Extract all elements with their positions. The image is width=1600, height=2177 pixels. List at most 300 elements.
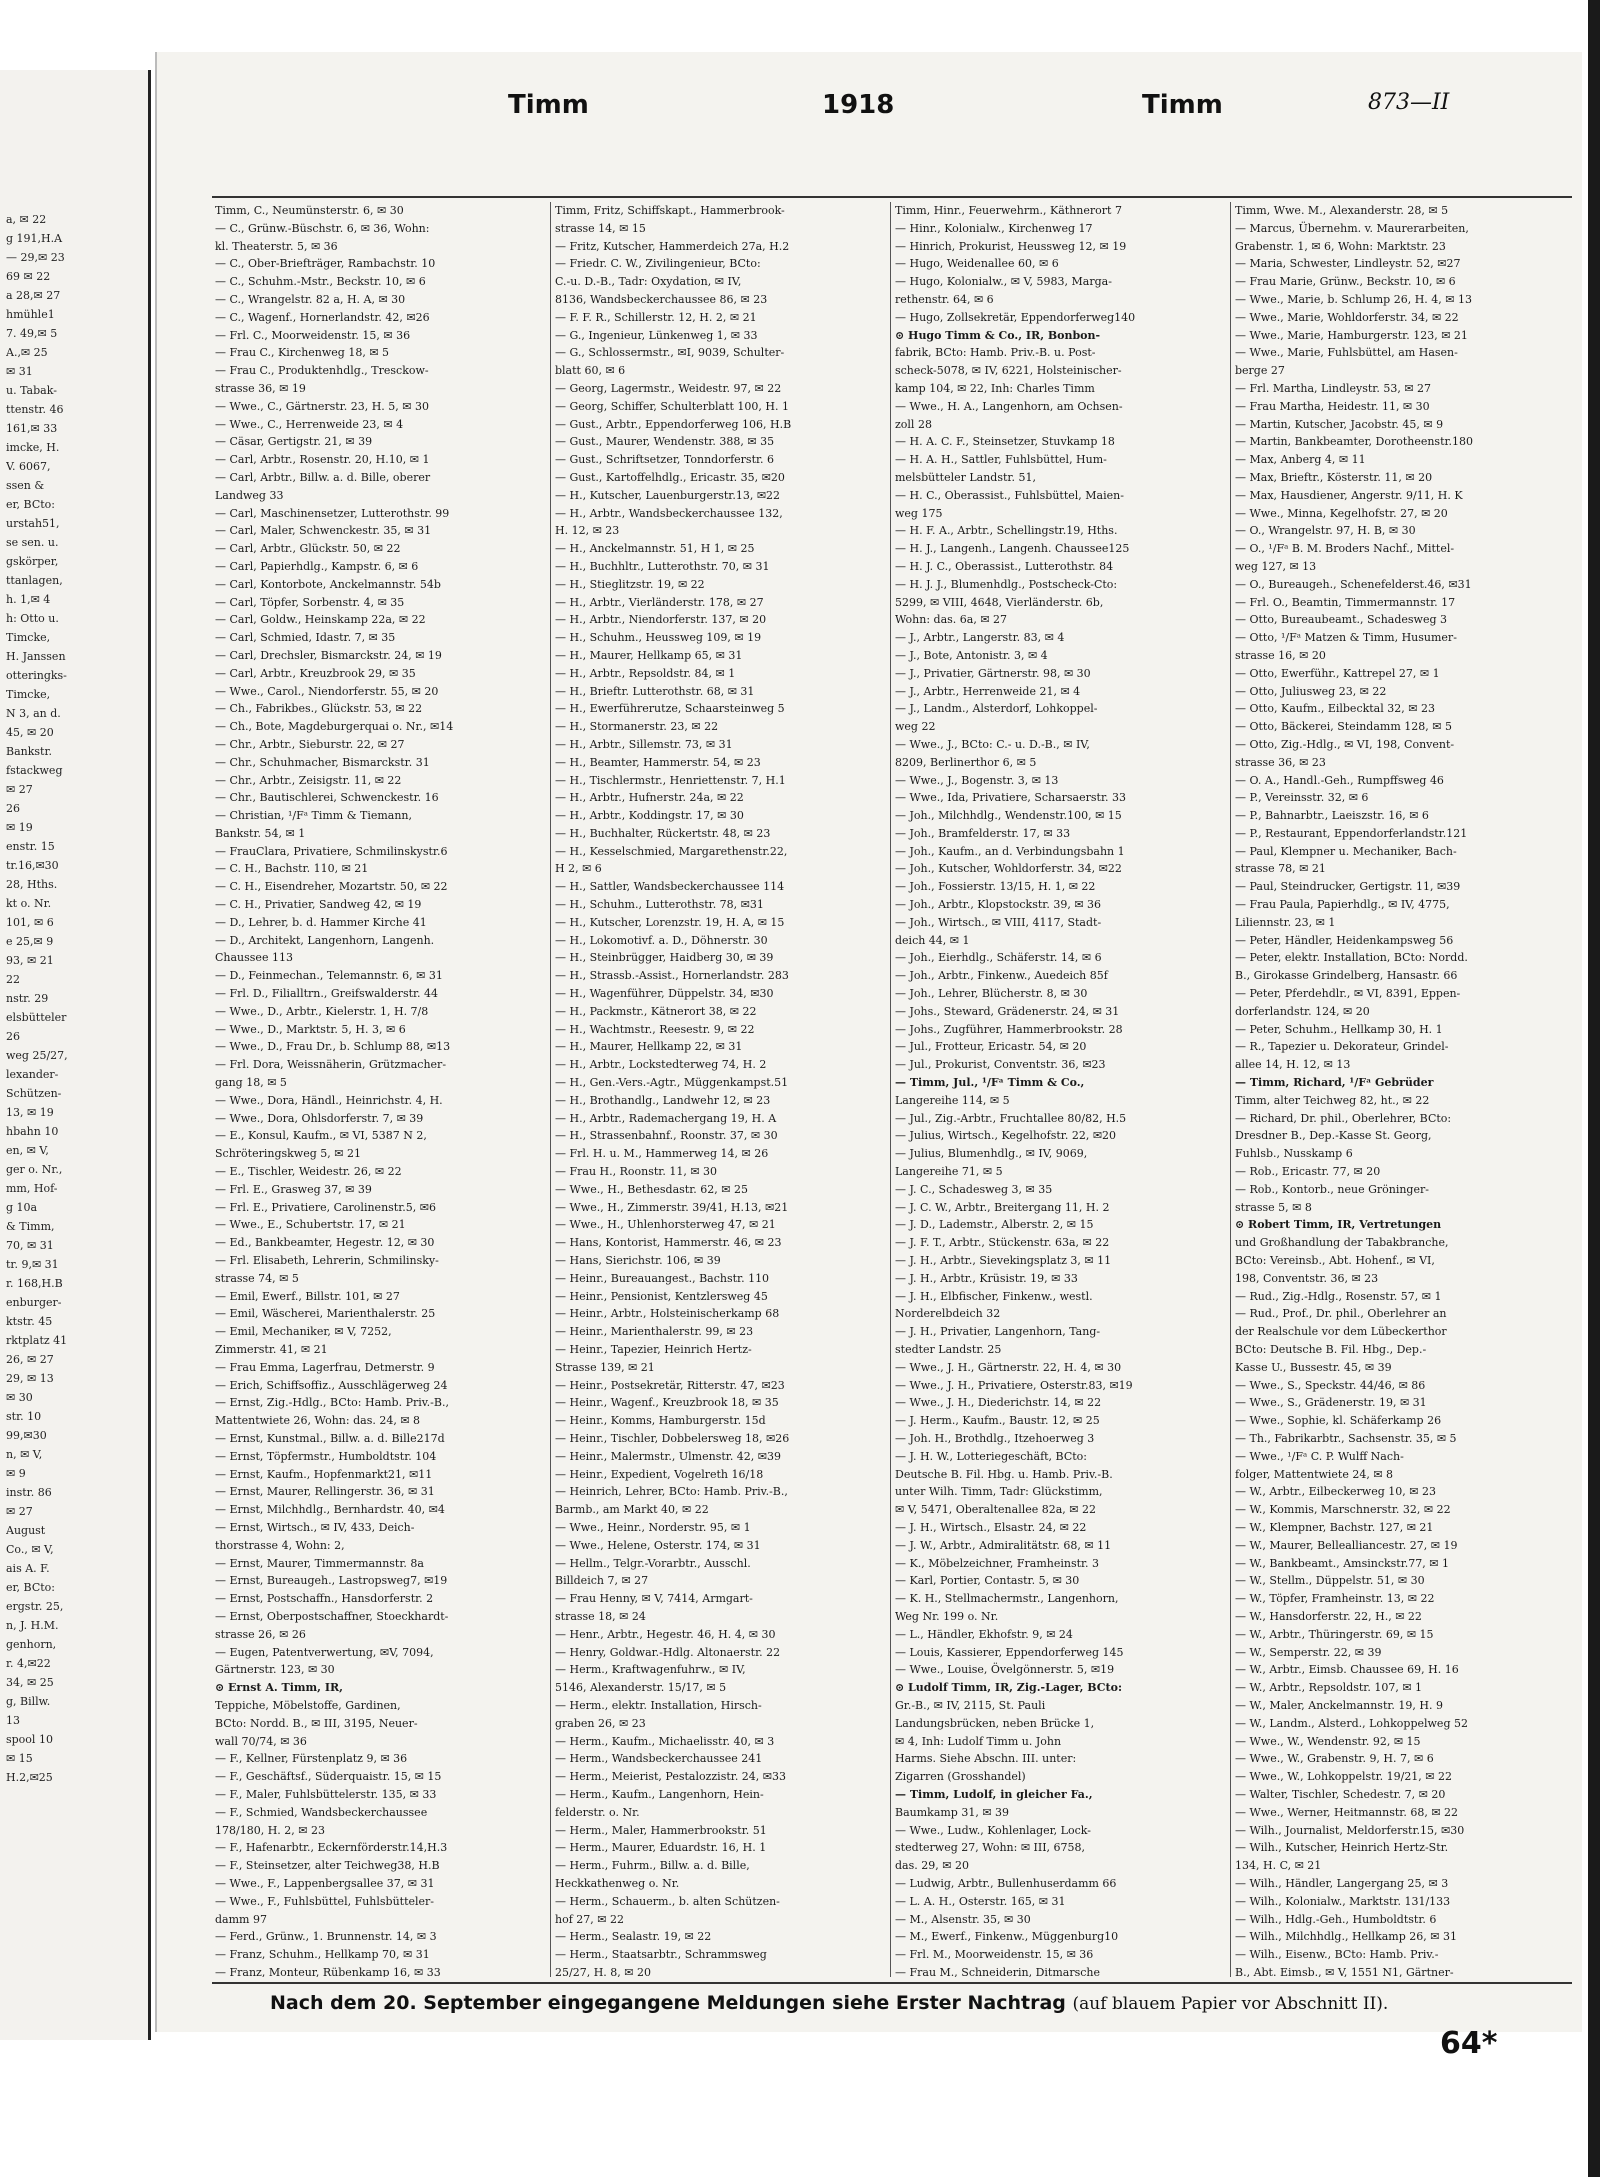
directory-entry-line: Langereihe 114, ✉ 5 [895,1093,1010,1107]
directory-entry-line: — Heinr., Wagenf., Kreuzbrook 18, ✉ 35 [555,1396,779,1410]
previous-page-line: a 28,✉ 27 [6,289,61,302]
directory-entry-line: — Otto, Bureaubeamt., Schadesweg 3 [1235,613,1447,627]
directory-entry-line: — Carl, Arbtr., Glückstr. 50, ✉ 22 [215,542,401,556]
directory-entry-line: — Hugo, Weidenallee 60, ✉ 6 [895,257,1059,271]
previous-page-line: Timcke, [6,631,51,644]
directory-entry-line: — Jul., Prokurist, Conventstr. 36, ✉23 [895,1058,1106,1072]
directory-entry-line: strasse 36, ✉ 23 [1235,755,1326,769]
directory-entry-line: — Fritz, Kutscher, Hammerdeich 27a, H.2 [555,239,790,253]
directory-entry-line: — Wwe., Dora, Ohlsdorferstr. 7, ✉ 39 [215,1111,424,1125]
directory-entry-line: — J., Arbtr., Langerstr. 83, ✉ 4 [895,631,1065,645]
header-rule [212,196,1572,198]
directory-entry-line: — Wilh., Händler, Langergang 25, ✉ 3 [1235,1876,1449,1890]
directory-entry-line: — Joh. H., Brothdlg., Itzehoerweg 3 [895,1431,1095,1445]
directory-entry-line: 8209, Berlinerthor 6, ✉ 5 [895,755,1037,769]
directory-entry-line: — J. W., Arbtr., Admiralitätstr. 68, ✉ 11 [895,1538,1112,1552]
directory-entry-line: — Ernst, Oberpostschaffner, Stoeckhardt- [215,1609,449,1623]
directory-entry-line: — H., Arbtr., Wandsbeckerchaussee 132, [555,506,783,520]
previous-page-line: 99,✉30 [6,1429,47,1442]
directory-entry-line: deich 44, ✉ 1 [895,933,970,947]
directory-entry-line: — Jul., Frotteur, Ericastr. 54, ✉ 20 [895,1040,1087,1054]
directory-entry-line: Langereihe 71, ✉ 5 [895,1165,1003,1179]
directory-entry-line: — J., Bote, Antonistr. 3, ✉ 4 [895,648,1048,662]
directory-entry-line: — Heinr., Postsekretär, Ritterstr. 47, ✉23 [555,1378,785,1392]
directory-entry-line: strasse 26, ✉ 26 [215,1627,306,1641]
directory-entry-line: — W., Maler, Anckelmannstr. 19, H. 9 [1235,1698,1443,1712]
directory-entry-line: 5146, Alexanderstr. 15/17, ✉ 5 [555,1681,727,1695]
directory-entry-line: — Wwe., W., Wendenstr. 92, ✉ 15 [1235,1734,1421,1748]
directory-entry-line: — Herm., elektr. Installation, Hirsch- [555,1698,762,1712]
entry-column-3 [895,202,1227,1977]
directory-entry-line: — Rob., Ericastr. 77, ✉ 20 [1235,1165,1381,1179]
directory-entry-line: — Wwe., H., Bethesdastr. 62, ✉ 25 [555,1182,748,1196]
directory-entry-line: — H., Buchhltr., Lutterothstr. 70, ✉ 31 [555,559,770,573]
directory-entry-line: — M., Ewerf., Finkenw., Müggenburg10 [895,1930,1119,1944]
previous-page-line: ais A. F. [6,1562,50,1575]
directory-entry-line: — Hugo, Zollsekretär, Eppendorferweg140 [895,310,1136,324]
directory-entry-line: gang 18, ✉ 5 [215,1076,287,1090]
directory-entry-line: strasse 78, ✉ 21 [1235,862,1326,876]
directory-entry-line: — Wwe., Marie, Wohldorferstr. 34, ✉ 22 [1235,310,1459,324]
directory-entry-line: — Herm., Sealastr. 19, ✉ 22 [555,1930,712,1944]
previous-page-line: tr.16,✉30 [6,859,59,872]
directory-entry-line: — P., Restaurant, Eppendorferlandstr.121 [1235,826,1468,840]
directory-entry-line: strasse 5, ✉ 8 [1235,1200,1312,1214]
directory-entry-line: — H. A. C. F., Steinsetzer, Stuvkamp 18 [895,435,1115,449]
directory-entry-line: — H., Schuhm., Heussweg 109, ✉ 19 [555,631,762,645]
directory-entry-line: dorferlandstr. 124, ✉ 20 [1235,1004,1370,1018]
directory-entry-line: — Frau C., Produktenhdlg., Tresckow- [215,364,429,378]
directory-entry-line: — Heinr., Malermstr., Ulmenstr. 42, ✉39 [555,1449,782,1463]
directory-entry-line: — Hinrich, Prokurist, Heussweg 12, ✉ 19 [895,239,1127,253]
directory-entry-line: — Franz, Monteur, Rübenkamp 16, ✉ 33 [215,1965,441,1977]
directory-entry-line: — H., Brothandlg., Landwehr 12, ✉ 23 [555,1093,771,1107]
directory-entry-line: — J. F. T., Arbtr., Stückenstr. 63a, ✉ 22 [895,1236,1110,1250]
previous-page-line: r. 168,H.B [6,1277,63,1290]
previous-page-line: lexander- [6,1068,59,1081]
directory-entry-line: — Otto, Juliusweg 23, ✉ 22 [1235,684,1387,698]
previous-page-line: r. 4,✉22 [6,1657,51,1670]
previous-page-line: August [6,1524,46,1537]
directory-entry-line: — W., Arbtr., Thüringerstr. 69, ✉ 15 [1235,1627,1434,1641]
previous-page-line: ✉ 30 [6,1391,33,1404]
directory-entry-line: — Frl. C., Moorweidenstr. 15, ✉ 36 [215,328,411,342]
directory-entry-line: — O., Bureaugeh., Schenefelderst.46, ✉31 [1235,577,1472,591]
directory-entry-line: — Wwe., D., Marktstr. 5, H. 3, ✉ 6 [215,1022,406,1036]
directory-entry-line: der Realschule vor dem Lübeckerthor [1235,1325,1447,1339]
directory-entry-line: — H., Stieglitzstr. 19, ✉ 22 [555,577,705,591]
directory-entry-line: — Louis, Kassierer, Eppendorferweg 145 [895,1645,1124,1659]
directory-entry-line: BCto: Vereinsb., Abt. Hohenf., ✉ VI, [1235,1254,1435,1268]
directory-entry-line: — Wilh., Kutscher, Heinrich Hertz-Str. [1235,1841,1449,1855]
directory-entry-line: — Frl. Dora, Weissnäherin, Grützmacher- [215,1058,447,1072]
directory-entry-line: — Wwe., W., Lohkoppelstr. 19/21, ✉ 22 [1235,1770,1453,1784]
directory-entry-line: — W., Kommis, Marschnerstr. 32, ✉ 22 [1235,1503,1451,1517]
directory-entry-line: — Wwe., C., Herrenweide 23, ✉ 4 [215,417,404,431]
previous-page-line: en, ✉ V, [6,1144,49,1157]
directory-entry-line: — H., Arbtr., Vierländerstr. 178, ✉ 27 [555,595,764,609]
directory-entry-line: — F., Geschäftsf., Süderquaistr. 15, ✉ 15 [215,1770,442,1784]
previous-page-line: ger o. Nr., [6,1163,63,1176]
directory-entry-line: felderstr. o. Nr. [555,1805,640,1819]
directory-entry-line: Zimmerstr. 41, ✉ 21 [215,1343,328,1356]
header-year: 1918 [822,90,895,120]
directory-entry-line: — Wwe., Marie, Fuhlsbüttel, am Hasen- [1235,346,1458,360]
previous-page-line: 13, ✉ 19 [6,1106,54,1119]
directory-entry-line: — Wwe., J., Bogenstr. 3, ✉ 13 [895,773,1059,787]
directory-entry-line: — Heinrich, Lehrer, BCto: Hamb. Priv.-B., [555,1485,788,1499]
directory-entry-line: — Wwe., D., Frau Dr., b. Schlump 88, ✉13 [215,1040,451,1054]
directory-entry-line: — Timm, Ludolf, in gleicher Fa., [895,1787,1093,1801]
directory-entry-line: — Heinr., Komms, Hamburgerstr. 15d [555,1414,766,1428]
previous-page-line: enburger- [6,1296,62,1309]
directory-entry-line: — H. J. C., Oberassist., Lutterothstr. 84 [895,559,1114,573]
directory-entry-line: — C. H., Eisendreher, Mozartstr. 50, ✉ 22 [215,880,448,894]
directory-entry-line: Gärtnerstr. 123, ✉ 30 [215,1663,335,1677]
directory-entry-line: — F., Schmied, Wandsbeckerchaussee [215,1805,428,1819]
directory-entry-line: — Frau H., Roonstr. 11, ✉ 30 [555,1165,718,1179]
previous-page-line: urstah51, [6,517,60,530]
directory-entry-line: unter Wilh. Timm, Tadr: Glückstimm, [895,1485,1103,1499]
directory-entry-line: — H., Anckelmannstr. 51, H 1, ✉ 25 [555,542,755,556]
directory-entry-line: — Frau Martha, Heidestr. 11, ✉ 30 [1235,399,1430,413]
directory-entry-line: — M., Alsenstr. 35, ✉ 30 [895,1912,1031,1926]
directory-entry-line: — Otto, ¹/Fᵃ Matzen & Timm, Husumer- [1235,631,1457,645]
directory-entry-line: — Johs., Zugführer, Hammerbrookstr. 28 [895,1022,1123,1036]
previous-page-line: ssen & [6,479,45,492]
previous-page-line: a, ✉ 22 [6,213,47,226]
previous-page-line: u. Tabak- [6,384,57,397]
directory-entry-line: — Chr., Bautischlerei, Schwenckestr. 16 [215,791,439,805]
previous-page-line: n, J. H.M. [6,1619,59,1632]
directory-entry-line: — Herm., Schauerm., b. alten Schützen- [555,1894,780,1908]
previous-page-line: 29, ✉ 13 [6,1372,54,1385]
previous-page-line: 161,✉ 33 [6,422,58,435]
previous-page-line: ✉ 31 [6,365,33,378]
directory-entry-line: Dresdner B., Dep.-Kasse St. Georg, [1235,1129,1432,1143]
directory-entry-line: — Frl. E., Grasweg 37, ✉ 39 [215,1182,372,1196]
directory-entry-line: — Martin, Bankbeamter, Dorotheenstr.180 [1235,435,1474,449]
directory-entry-line: — C., Ober-Briefträger, Rambachstr. 10 [215,257,436,271]
directory-entry-line: — Hinr., Kolonialw., Kirchenweg 17 [895,221,1093,235]
previous-page-line: enstr. 15 [6,840,55,853]
directory-entry-line: — H., Maurer, Hellkamp 65, ✉ 31 [555,648,743,662]
directory-entry-line: — Rud., Prof., Dr. phil., Oberlehrer an [1235,1307,1447,1321]
directory-entry-line: — C., Schuhm.-Mstr., Beckstr. 10, ✉ 6 [215,275,426,289]
directory-entry-line: — R., Tapezier u. Dekorateur, Grindel- [1235,1040,1449,1054]
directory-entry-line: — Wwe., Heinr., Norderstr. 95, ✉ 1 [555,1520,751,1534]
previous-page-line: ttanlagen, [6,574,63,587]
directory-entry-line: — H., Arbtr., Hufnerstr. 24a, ✉ 22 [555,791,744,805]
directory-entry-line: — Otto, Zig.-Hdlg., ✉ VI, 198, Convent- [1235,737,1455,751]
directory-entry-line: — Chr., Arbtr., Sieburstr. 22, ✉ 27 [215,737,405,751]
directory-entry-line: — Carl, Arbtr., Kreuzbrook 29, ✉ 35 [215,666,416,680]
directory-entry-line: 8136, Wandsbeckerchaussee 86, ✉ 23 [555,292,768,306]
directory-entry-line: thorstrasse 4, Wohn: 2, [215,1538,345,1552]
directory-entry-line: — Wwe., H., Zimmerstr. 39/41, H.13, ✉21 [555,1200,789,1214]
directory-entry-line: strasse 36, ✉ 19 [215,381,306,395]
directory-entry-line: — Walter, Tischler, Schedestr. 7, ✉ 20 [1235,1787,1446,1801]
directory-entry-line: — Gust., Arbtr., Eppendorferweg 106, H.B [555,417,792,431]
directory-entry-line: — E., Konsul, Kaufm., ✉ VI, 5387 N 2, [215,1129,427,1143]
directory-entry-line: blatt 60, ✉ 6 [555,364,626,378]
directory-entry-line: ⊙ Ernst A. Timm, IR, [215,1681,343,1695]
directory-entry-line: melsbütteler Landstr. 51, [895,470,1036,484]
directory-entry-line: — Gust., Schriftsetzer, Tonndorferstr. 6 [555,453,775,467]
directory-entry-line: — FrauClara, Privatiere, Schmilinskystr.6 [215,844,448,858]
directory-entry-line: — Emil, Wäscherei, Marienthalerstr. 25 [215,1307,436,1321]
directory-entry-line: B., Girokasse Grindelberg, Hansastr. 66 [1235,969,1458,983]
previous-page-line: — 29,✉ 23 [6,251,65,264]
directory-entry-line: — Richard, Dr. phil., Oberlehrer, BCto: [1235,1111,1452,1125]
directory-entry-line: — Frau Paula, Papierhdlg., ✉ IV, 4775, [1235,898,1450,912]
previous-page-line: ttenstr. 46 [6,403,64,416]
footer-rule [212,1982,1572,1984]
directory-entry-line: — H., Arbtr., Repsoldstr. 84, ✉ 1 [555,666,736,680]
directory-entry-line: — O. A., Handl.-Geh., Rumpffsweg 46 [1235,773,1444,787]
directory-entry-line: — J. H., Elbfischer, Finkenw., westl. [895,1289,1093,1303]
directory-entry-line: — J. H., Wirtsch., Elsastr. 24, ✉ 22 [895,1520,1087,1534]
directory-entry-line: — Carl, Maler, Schwenckestr. 35, ✉ 31 [215,524,432,538]
entry-column-1 [215,202,547,1977]
previous-page-line: tr. 9,✉ 31 [6,1258,59,1271]
directory-entry-line: — W., Töpfer, Framheinstr. 13, ✉ 22 [1235,1592,1435,1606]
directory-entry-line: — H. C., Oberassist., Fuhlsbüttel, Maien- [895,488,1124,502]
directory-entry-line: — J. H., Privatier, Langenhorn, Tang- [895,1325,1101,1339]
directory-entry-line: — Wwe., D., Arbtr., Kielerstr. 1, H. 7/8 [215,1004,429,1018]
directory-entry-line: — Ch., Bote, Magdeburgerquai o. Nr., ✉14 [215,720,454,734]
directory-entry-line: — H., Wagenführer, Düppelstr. 34, ✉30 [555,987,774,1001]
directory-entry-line: — Frl. O., Beamtin, Timmermannstr. 17 [1235,595,1456,609]
directory-entry-line: — Henr., Arbtr., Hegestr. 46, H. 4, ✉ 30 [555,1627,776,1641]
directory-entry-line: — Wilh., Hdlg.-Geh., Humboldtstr. 6 [1235,1912,1437,1926]
directory-entry-line: — Joh., Fossierstr. 13/15, H. 1, ✉ 22 [895,880,1096,894]
directory-entry-line: — H., Lokomotivf. a. D., Döhnerstr. 30 [555,933,768,947]
directory-entry-line: — Th., Fabrikarbtr., Sachsenstr. 35, ✉ 5 [1235,1431,1457,1445]
previous-page-line: h. 1,✉ 4 [6,593,51,606]
directory-entry-line: — Herm., Maler, Hammerbrookstr. 51 [555,1823,767,1837]
directory-entry-line: — Georg, Schiffer, Schulterblatt 100, H. 1 [555,399,789,413]
directory-entry-line: Schröteringskweg 5, ✉ 21 [215,1147,361,1161]
directory-entry-line: — Ernst, Bureaugeh., Lastropsweg7, ✉19 [215,1574,448,1588]
previous-page-line: & Timm, [6,1220,55,1233]
previous-page-line: ✉ 19 [6,821,33,834]
directory-entry-line: Kasse U., Bussestr. 45, ✉ 39 [1235,1360,1392,1374]
directory-entry-line: — Gust., Kartoffelhdlg., Ericastr. 35, ✉20 [555,470,785,484]
directory-entry-line: wall 70/74, ✉ 36 [215,1734,307,1748]
directory-entry-line: 25/27, H. 8, ✉ 20 [555,1965,651,1977]
directory-entry-line: — Wwe., F., Fuhlsbüttel, Fuhlsbütteler- [215,1894,435,1908]
directory-entry-line: — Wilh., Kolonialw., Marktstr. 131/133 [1235,1894,1451,1908]
directory-entry-line: zoll 28 [895,417,932,431]
previous-page-line: elsbütteler [6,1011,67,1024]
directory-entry-line: — Wwe., E., Schubertstr. 17, ✉ 21 [215,1218,406,1232]
directory-entry-line: BCto: Nordd. B., ✉ III, 3195, Neuer- [215,1716,418,1730]
directory-entry-line: — Carl, Arbtr., Rosenstr. 20, H.10, ✉ 1 [215,453,430,467]
directory-entry-line: allee 14, H. 12, ✉ 13 [1235,1058,1351,1072]
previous-page-line: 70, ✉ 31 [6,1239,54,1252]
directory-entry-line: Timm, C., Neumünsterstr. 6, ✉ 30 [215,204,404,217]
directory-entry-line: — Carl, Arbtr., Billw. a. d. Bille, oberer [215,470,431,484]
directory-entry-line: Norderelbdeich 32 [895,1307,1001,1321]
directory-entry-line: — J. H. W., Lotteriegeschäft, BCto: [895,1449,1088,1463]
directory-entry-line: stedterweg 27, Wohn: ✉ III, 6758, [895,1841,1086,1855]
directory-entry-line: — Frl. H. u. M., Hammerweg 14, ✉ 26 [555,1147,769,1161]
directory-entry-line: — Maria, Schwester, Lindleystr. 52, ✉27 [1235,257,1461,271]
directory-entry-line: — J., Privatier, Gärtnerstr. 98, ✉ 30 [895,666,1091,680]
directory-entry-line: — Wwe., Ludw., Kohlenlager, Lock- [895,1823,1091,1837]
previous-page-line: otteringks- [6,669,67,682]
directory-entry-line: — W., Hansdorferstr. 22, H., ✉ 22 [1235,1609,1422,1623]
previous-page-line: n, ✉ V, [6,1448,43,1461]
directory-entry-line: — Heinr., Pensionist, Kentzlersweg 45 [555,1289,768,1303]
directory-entry-line: H 2, ✉ 6 [555,862,602,876]
directory-entry-line: — F., Hafenarbtr., Eckernförderstr.14,H.3 [215,1841,448,1855]
directory-entry-line: weg 22 [895,720,936,734]
previous-page-line: kt o. Nr. [6,897,52,910]
directory-entry-line: — Carl, Töpfer, Sorbenstr. 4, ✉ 35 [215,595,405,609]
directory-entry-line: — Joh., Eierhdlg., Schäferstr. 14, ✉ 6 [895,951,1102,965]
directory-entry-line: — Max, Brieftr., Kösterstr. 11, ✉ 20 [1235,470,1433,484]
previous-page-edge [0,70,151,2040]
directory-entry-line: — Hans, Kontorist, Hammerstr. 46, ✉ 23 [555,1236,782,1250]
directory-entry-line: — Carl, Goldw., Heinskamp 22a, ✉ 22 [215,613,426,627]
directory-entry-line: ✉ 4, Inh: Ludolf Timm u. John [895,1734,1062,1748]
directory-entry-line: — H., Strassenbahnf., Roonstr. 37, ✉ 30 [555,1129,778,1143]
directory-entry-line: — H., Kutscher, Lorenzstr. 19, H. A, ✉ 15 [555,915,785,929]
previous-page-line: se sen. u. [6,536,59,549]
directory-entry-line: — D., Feinmechan., Telemannstr. 6, ✉ 31 [215,969,443,983]
previous-page-line: fstackweg [6,764,63,777]
directory-entry-line: — C., Wrangelstr. 82 a, H. A, ✉ 30 [215,292,406,306]
directory-entry-line: — Ernst, Kaufm., Hopfenmarkt21, ✉11 [215,1467,433,1481]
directory-entry-line: Barmb., am Markt 40, ✉ 22 [555,1503,709,1517]
previous-page-line: nstr. 29 [6,992,49,1005]
previous-page-line: Co., ✉ V, [6,1543,54,1556]
directory-entry-line: — Ch., Fabrikbes., Glückstr. 53, ✉ 22 [215,702,423,716]
directory-entry-line: — H., Arbtr., Lockstedterweg 74, H. 2 [555,1058,767,1072]
previous-page-line: N 3, an d. [6,707,61,720]
previous-page-line: g 191,H.A [6,232,63,245]
directory-entry-line: — W., Klempner, Bachstr. 127, ✉ 21 [1235,1520,1434,1534]
previous-page-line: 45, ✉ 20 [6,726,54,739]
header-page-ref: 873—II [1368,90,1450,115]
directory-entry-line: — Wwe., Ida, Privatiere, Scharsaerstr. 33 [895,791,1126,805]
directory-entry-line: — Wwe., H., Uhlenhorsterweg 47, ✉ 21 [555,1218,776,1232]
directory-entry-line: und Großhandlung der Tabakbranche, [1235,1236,1449,1250]
directory-entry-line: — J. Herm., Kaufm., Baustr. 12, ✉ 25 [895,1414,1100,1428]
directory-entry-line: — Heinr., Tischler, Dobbelersweg 18, ✉26 [555,1431,790,1445]
footer-notice-text: Nach dem 20. September eingegangene Meldungen siehe Erster Nachtrag [270,1992,1066,2014]
directory-entry-line: B., Abt. Eimsb., ✉ V, 1551 N1, Gärtner- [1235,1965,1454,1977]
directory-entry-line: ⊙ Hugo Timm & Co., IR, Bonbon- [895,328,1101,342]
directory-entry-line: — Martin, Kutscher, Jacobstr. 45, ✉ 9 [1235,417,1444,431]
previous-page-line: ergstr. 25, [6,1600,64,1613]
directory-entry-line: — Joh., Arbtr., Finkenw., Auedeich 85f [895,969,1108,983]
directory-entry-line: hof 27, ✉ 22 [555,1912,624,1926]
directory-entry-line: — Jul., Zig.-Arbtr., Fruchtallee 80/82, H.5 [895,1111,1127,1125]
directory-entry-line: — D., Lehrer, b. d. Hammer Kirche 41 [215,915,427,929]
previous-page-line: imcke, H. [6,441,60,454]
directory-entry-line: — H., Arbtr., Koddingstr. 17, ✉ 30 [555,809,744,823]
previous-page-line: er, BCto: [6,498,56,511]
directory-entry-line: — Paul, Klempner u. Mechaniker, Bach- [1235,844,1457,858]
previous-page-line: weg 25/27, [6,1049,68,1062]
directory-entry-line: — H., Arbtr., Sillemstr. 73, ✉ 31 [555,737,733,751]
directory-entry-line: — Carl, Drechsler, Bismarckstr. 24, ✉ 19 [215,648,442,662]
directory-entry-line: kl. Theaterstr. 5, ✉ 36 [215,239,338,253]
directory-entry-line: fabrik, BCto: Hamb. Priv.-B. u. Post- [895,346,1096,360]
directory-entry-line: Timm, Wwe. M., Alexanderstr. 28, ✉ 5 [1235,204,1449,217]
directory-entry-line: — Gust., Maurer, Wendenstr. 388, ✉ 35 [555,435,775,449]
directory-entry-line: — Wwe., F., Lappenbergsallee 37, ✉ 31 [215,1876,435,1890]
directory-entry-line: — Wwe., C., Gärtnerstr. 23, H. 5, ✉ 30 [215,399,429,413]
directory-entry-line: — J. H., Arbtr., Krüsistr. 19, ✉ 33 [895,1271,1078,1285]
directory-entry-line: — Ludwig, Arbtr., Bullenhuserdamm 66 [895,1876,1117,1890]
previous-page-line: spool 10 [6,1733,53,1746]
directory-entry-line: — Joh., Kutscher, Wohldorferstr. 34, ✉22 [895,862,1122,876]
directory-entry-line: C.-u. D.-B., Tadr: Oxydation, ✉ IV, [555,275,742,289]
directory-entry-line: — K., Möbelzeichner, Framheinstr. 3 [895,1556,1100,1570]
directory-entry-line: — Joh., Arbtr., Klopstockstr. 39, ✉ 36 [895,898,1102,912]
directory-entry-line: — O., ¹/Fᵃ B. M. Broders Nachf., Mittel- [1235,542,1455,556]
directory-entry-line: — Otto, Ewerführ., Kattrepel 27, ✉ 1 [1235,666,1440,680]
directory-entry-line: — Frl. Elisabeth, Lehrerin, Schmilinsky- [215,1254,439,1268]
directory-entry-line: — Joh., Bramfelderstr. 17, ✉ 33 [895,826,1071,840]
directory-entry-line: strasse 14, ✉ 15 [555,221,646,235]
directory-entry-line: — Ernst, Zig.-Hdlg., BCto: Hamb. Priv.-B., [215,1396,449,1410]
directory-entry-line: Landungsbrücken, neben Brücke 1, [895,1716,1095,1730]
footer-notice [270,1992,1388,2014]
directory-entry-line: — Heinr., Marienthalerstr. 99, ✉ 23 [555,1325,754,1339]
directory-entry-line: — Frau Henny, ✉ V, 7414, Armgart- [555,1592,753,1606]
directory-entry-line: — Ernst, Maurer, Timmermannstr. 8a [215,1556,424,1570]
directory-entry-line: — J. H., Arbtr., Sievekingsplatz 3, ✉ 11 [895,1254,1112,1268]
directory-entry-line: — Otto, Bäckerei, Steindamm 128, ✉ 5 [1235,720,1452,734]
previous-page-line: g, Billw. [6,1695,51,1708]
previous-page-line: e 25,✉ 9 [6,935,54,948]
directory-entry-line: — J. C. W., Arbtr., Breitergang 11, H. 2 [895,1200,1110,1214]
directory-entry-line: — Frau M., Schneiderin, Ditmarsche [895,1965,1100,1977]
previous-page-line: 13 [6,1714,20,1727]
directory-entry-line: — Wwe., Sophie, kl. Schäferkamp 26 [1235,1414,1442,1428]
directory-entry-line: — Emil, Mechaniker, ✉ V, 7252, [215,1325,392,1339]
previous-page-line: instr. 86 [6,1486,52,1499]
directory-entry-line: 198, Conventstr. 36, ✉ 23 [1235,1271,1379,1285]
directory-entry-line: — H., Arbtr., Rademachergang 19, H. A [555,1111,777,1125]
directory-entry-line: — Julius, Wirtsch., Kegelhofstr. 22, ✉20 [895,1129,1117,1143]
previous-page-line: H. Janssen [6,650,66,663]
directory-entry-line: damm 97 [215,1912,267,1926]
previous-page-line: er, BCto: [6,1581,56,1594]
directory-entry-line: — Heinr., Tapezier, Heinrich Hertz- [555,1343,752,1356]
directory-entry-line: — F., Kellner, Fürstenplatz 9, ✉ 36 [215,1752,408,1766]
directory-entry-line: weg 127, ✉ 13 [1235,559,1317,573]
previous-page-line: ✉ 9 [6,1467,26,1480]
directory-entry-line: BCto: Deutsche B. Fil. Hbg., Dep.- [1235,1343,1427,1356]
directory-entry-line: — H. J., Langenh., Langenh. Chaussee125 [895,542,1130,556]
previous-page-line: ktstr. 45 [6,1315,53,1328]
previous-page-line: rktplatz 41 [6,1334,68,1347]
directory-entry-line: — Henry, Goldwar.-Hdlg. Altonaerstr. 22 [555,1645,781,1659]
previous-page-line: 101, ✉ 6 [6,916,54,929]
directory-entry-line: — Joh., Lehrer, Blücherstr. 8, ✉ 30 [895,987,1088,1001]
directory-entry-line: — Timm, Richard, ¹/Fᵃ Gebrüder [1235,1076,1434,1090]
directory-entry-line: Heckkathenweg o. Nr. [555,1876,680,1890]
directory-entry-line: — Wwe., Helene, Osterstr. 174, ✉ 31 [555,1538,761,1552]
directory-entry-line: — Wwe., Minna, Kegelhofstr. 27, ✉ 20 [1235,506,1448,520]
directory-entry-line: ⊙ Ludolf Timm, IR, Zig.-Lager, BCto: [895,1681,1123,1695]
